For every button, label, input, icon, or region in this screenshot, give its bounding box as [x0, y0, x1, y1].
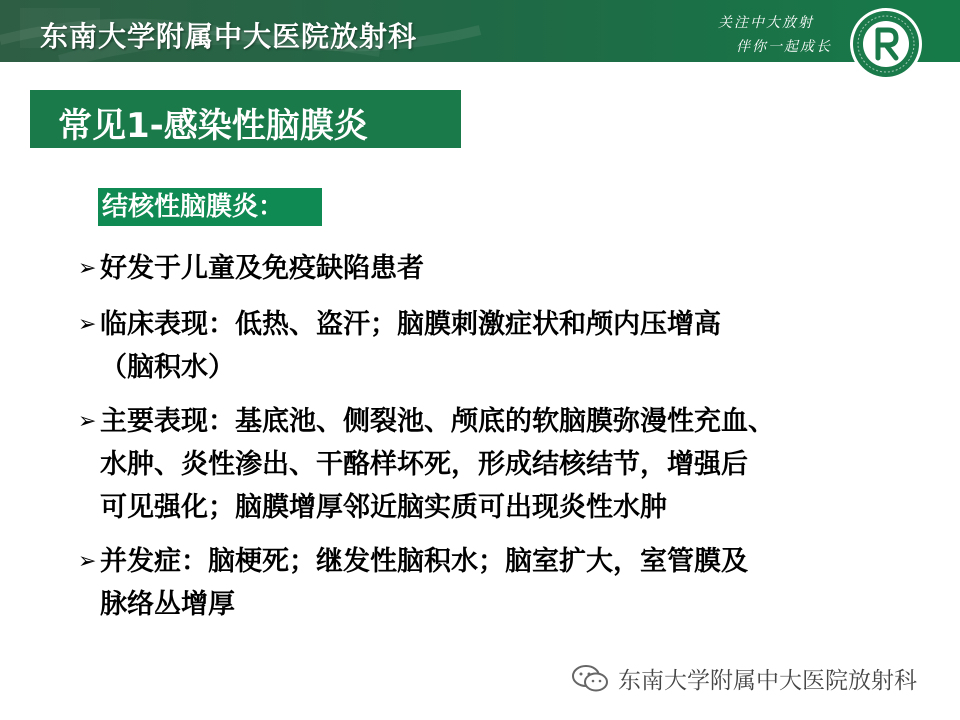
- section-subtitle: 结核性脑膜炎：: [98, 188, 322, 226]
- hospital-logo-icon: [848, 6, 924, 82]
- bullet-line: 好发于儿童及免疫缺陷患者: [100, 253, 424, 284]
- arrow-bullet-icon: ➢: [78, 312, 97, 337]
- header-bar: [0, 0, 960, 62]
- bullet-line: 主要表现：基底池、侧裂池、颅底的软脑膜弥漫性充血、: [100, 406, 775, 437]
- bullet-line: 临床表现：低热、盗汗；脑膜刺激症状和颅内压增高: [100, 309, 721, 340]
- arrow-bullet-icon: ➢: [78, 256, 97, 281]
- bullet-item: [78, 540, 918, 626]
- footer-text: 东南大学附属中大医院放射科: [618, 667, 917, 694]
- bullet-line: 水肿、炎性渗出、干酪样坏死，形成结核结节，增强后: [100, 449, 748, 480]
- footer-watermark: [570, 660, 917, 696]
- bullet-line: 并发症：脑梗死；继发性脑积水；脑室扩大，室管膜及: [100, 546, 748, 577]
- bullet-line: （脑积水）: [100, 352, 235, 383]
- slogan-line-1: 关注中大放射: [718, 15, 814, 31]
- arrow-bullet-icon: ➢: [78, 409, 97, 434]
- bullet-item: [78, 400, 918, 529]
- arrow-bullet-icon: ➢: [78, 549, 97, 574]
- bullet-line: 可见强化；脑膜增厚邻近脑实质可出现炎性水肿: [100, 492, 667, 523]
- header-title: 东南大学附属中大医院放射科: [40, 20, 418, 53]
- slide-title: 常见1-感染性脑膜炎: [58, 106, 368, 146]
- slogan-line-2: 伴你一起成长: [736, 39, 832, 55]
- bullet-item: [78, 303, 918, 389]
- wechat-icon: [570, 663, 610, 693]
- bullet-list: [78, 247, 918, 626]
- bullet-line: 脉络丛增厚: [100, 589, 235, 620]
- bullet-item: [78, 247, 918, 290]
